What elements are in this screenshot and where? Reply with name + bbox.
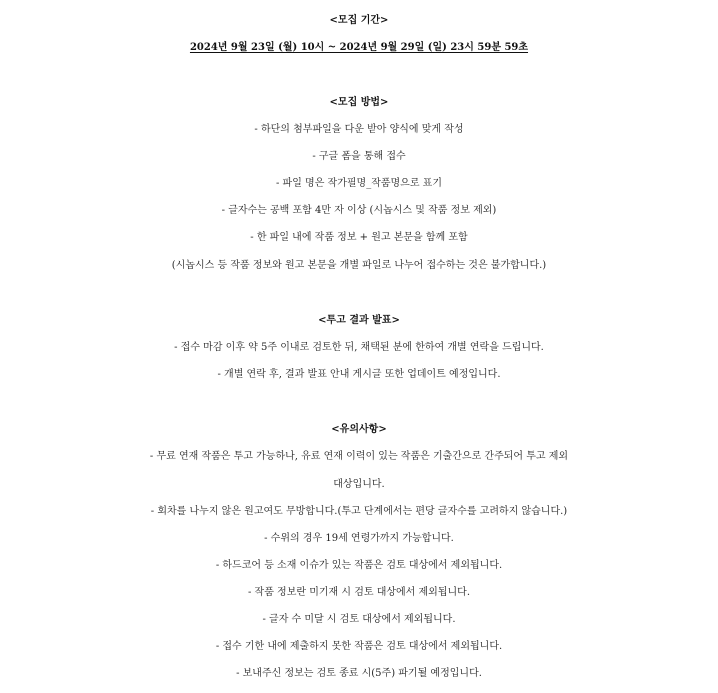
notes-item: - 수위의 경우 19세 연령가까지 가능합니다. bbox=[264, 533, 454, 544]
recruitment-period-heading: <모집 기간> bbox=[329, 15, 389, 26]
notes-item: - 글자 수 미달 시 검토 대상에서 제외됩니다. bbox=[262, 614, 456, 625]
notes-heading: <유의사항> bbox=[331, 424, 387, 435]
method-item: - 한 파일 내에 작품 정보 + 원고 본문을 함께 포함 bbox=[250, 232, 468, 243]
notes-item: - 접수 기한 내에 제출하지 못한 작품은 검토 대상에서 제외됩니다. bbox=[215, 641, 503, 652]
notes-item: - 보내주신 정보는 검토 종료 시(5주) 파기될 예정입니다. bbox=[236, 668, 482, 679]
notes-item: - 회차를 나누지 않은 원고여도 무방합니다.(투고 단계에서는 편당 글자수를 고려하지 않습니다.) bbox=[150, 506, 568, 517]
method-item: - 글자수는 공백 포함 4만 자 이상 (시놉시스 및 작품 정보 제외) bbox=[221, 205, 497, 216]
method-item: - 파일 명은 작가필명_작품명으로 표기 bbox=[276, 178, 442, 189]
result-item: - 접수 마감 이후 약 5주 이내로 검토한 뒤, 채택된 분에 한하여 개별 연락을 드립니다. bbox=[174, 342, 544, 353]
method-item: - 하단의 첨부파일을 다운 받아 양식에 맞게 작성 bbox=[254, 124, 464, 135]
method-note: (시놉시스 등 작품 정보와 원고 본문을 개별 파일로 나누어 접수하는 것은 불가합니다.) bbox=[171, 260, 547, 271]
notes-item-continuation: 대상입니다. bbox=[333, 479, 385, 490]
recruitment-method-heading: <모집 방법> bbox=[329, 97, 389, 108]
notes-item: - 작품 정보란 미기재 시 검토 대상에서 제외됩니다. bbox=[247, 587, 470, 598]
recruitment-period-dates: 2024년 9월 23일 (월) 10시 ~ 2024년 9월 29일 (일) 23시 59분 59초 bbox=[189, 42, 529, 53]
result-item: - 개별 연락 후, 결과 발표 안내 게시글 또한 업데이트 예정입니다. bbox=[217, 369, 501, 380]
notes-item: - 하드코어 등 소재 이슈가 있는 작품은 검토 대상에서 제외됩니다. bbox=[215, 560, 503, 571]
result-announcement-heading: <투고 결과 발표> bbox=[318, 315, 400, 326]
notes-item: - 무료 연재 작품은 투고 가능하나, 유료 연재 이력이 있는 작품은 기출간으로 간주되어 투고 제외 bbox=[149, 451, 569, 462]
method-item: - 구글 폼을 통해 접수 bbox=[312, 151, 406, 162]
